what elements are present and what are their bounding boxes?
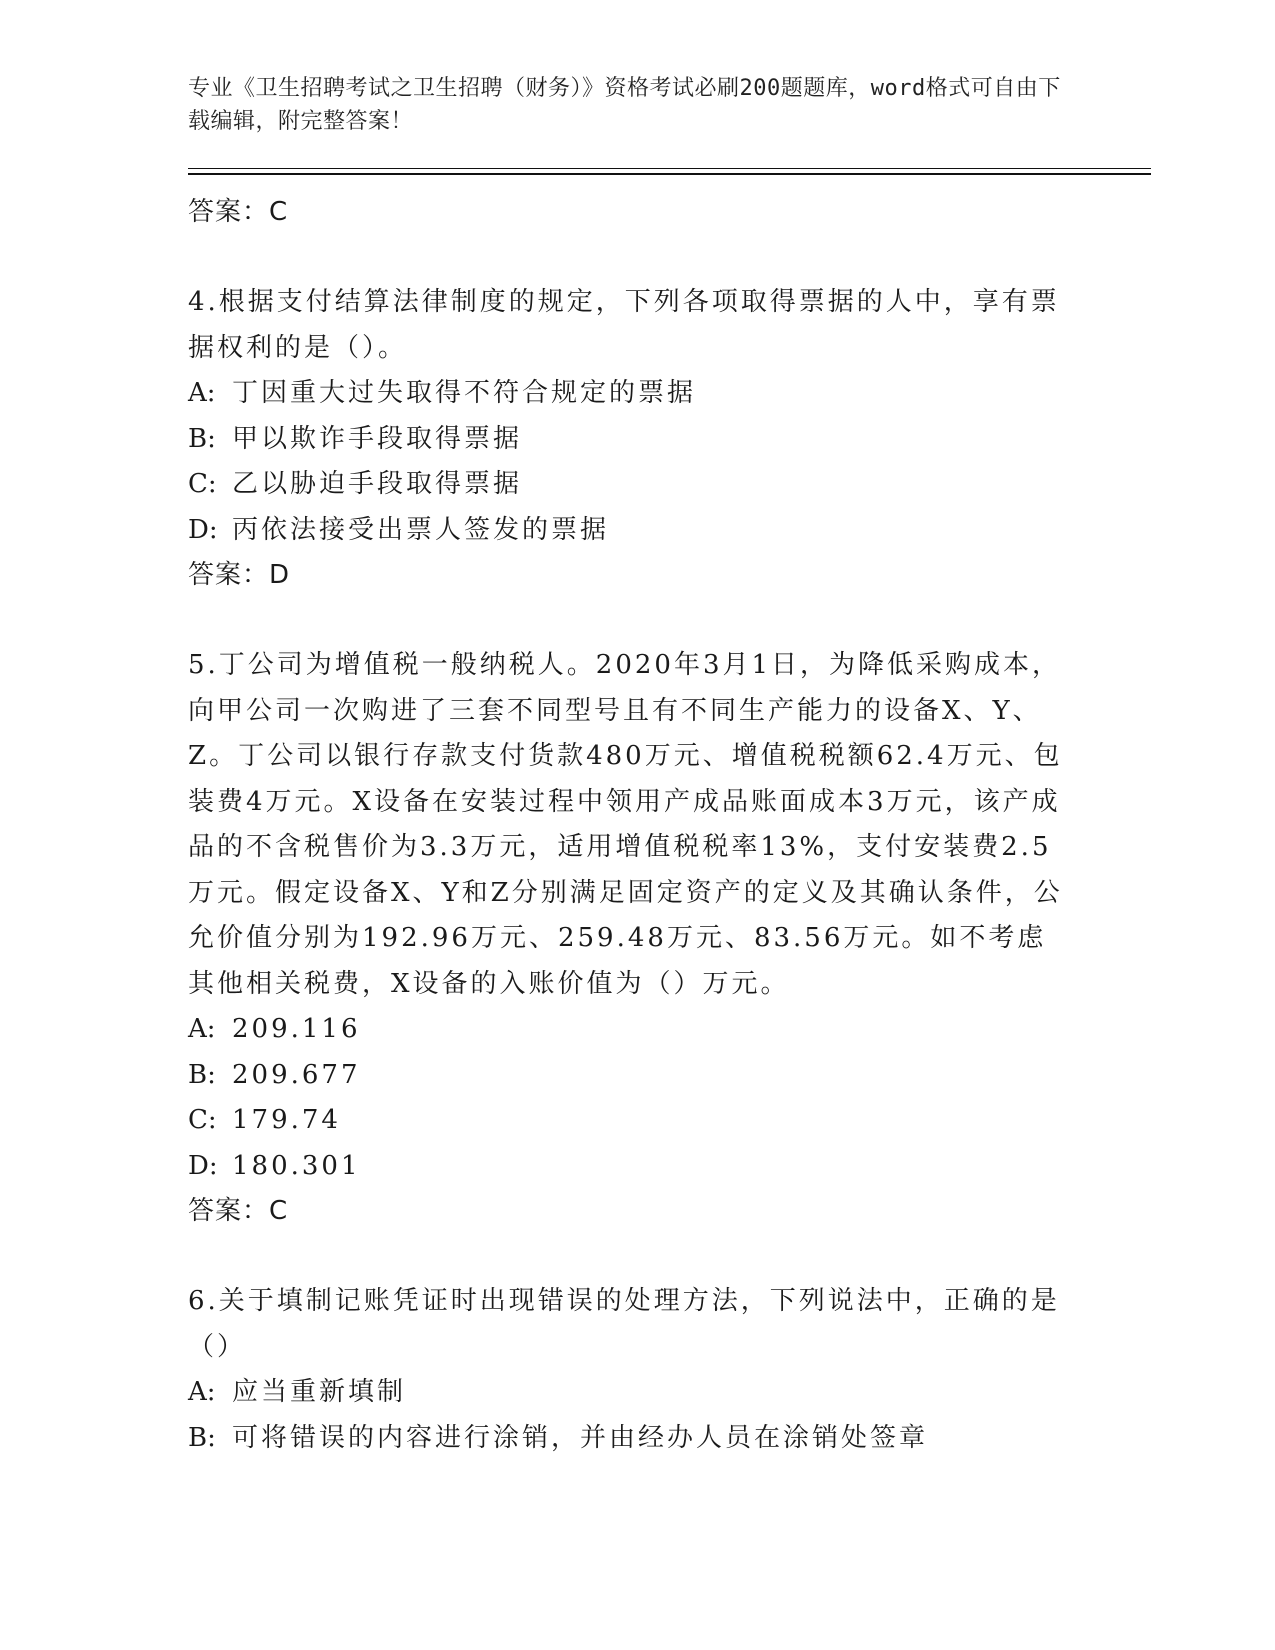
question-6	[188, 1279, 1088, 1461]
option-label: A:	[188, 378, 216, 408]
answer-q4: 答案：D	[188, 560, 291, 590]
header-divider-top	[188, 168, 1151, 169]
option-b	[188, 1416, 1088, 1462]
option-text: 乙以胁迫手段取得票据	[232, 469, 523, 499]
option-label: B:	[188, 1422, 216, 1453]
answer-q3: 答案：C	[188, 197, 289, 227]
option-text: 209.116	[232, 1014, 361, 1044]
question-list	[188, 190, 1088, 1461]
option-text: 可将错误的内容进行涂销，并由经办人员在涂销处签章	[232, 1422, 929, 1453]
option-text: 180.301	[232, 1150, 361, 1181]
question-text: 4.根据支付结算法律制度的规定，下列各项取得票据的人中，享有票据权利的是（）。	[188, 287, 1060, 363]
question-5	[188, 643, 1088, 1233]
option-c	[188, 1098, 1088, 1144]
option-text: 丁因重大过失取得不符合规定的票据	[232, 378, 697, 408]
option-label: C:	[188, 1105, 217, 1135]
option-b	[188, 1053, 1088, 1099]
option-label: A:	[188, 1377, 216, 1407]
option-label: C:	[188, 469, 217, 499]
option-a	[188, 1007, 1088, 1053]
question-4	[188, 280, 1088, 597]
option-label: D:	[188, 514, 218, 545]
option-label: B:	[188, 423, 216, 454]
option-d	[188, 1144, 1088, 1190]
option-b	[188, 417, 1088, 463]
option-c	[188, 462, 1088, 508]
document-header: 专业《卫生招聘考试之卫生招聘（财务）》资格考试必刷200题题库，word格式可自由下载编辑，附完整答案！	[188, 76, 1061, 134]
option-label: B:	[188, 1059, 216, 1090]
option-d	[188, 508, 1088, 554]
option-text: 179.74	[232, 1105, 341, 1135]
answer-q5: 答案：C	[188, 1196, 289, 1226]
option-text: 甲以欺诈手段取得票据	[232, 423, 523, 454]
option-label: D:	[188, 1150, 218, 1181]
question-text: 5.丁公司为增值税一般纳税人。2020年3月1日，为降低采购成本，向甲公司一次购进了三套不同型号且有不同生产能力的设备X、Y、Z。丁公司以银行存款支付货款480万元、增值税税额62.4万元、包装费4万元。X设备在安装过程中领用产成品账面成本3万元，该产成品的不含税售价为3.3万元，适用增值税税率13%，支付安装费2.5万元。假定设备X、Y和Z分别满足固定资产的定义及其确认条件，公允价值分别为192.96万元、259.48万元、83.56万元。如不考虑其他相关税费，X设备的入账价值为（）万元。	[188, 650, 1063, 999]
question-text: 6.关于填制记账凭证时出现错误的处理方法，下列说法中，正确的是（）	[188, 1286, 1060, 1362]
option-text: 209.677	[232, 1059, 361, 1090]
option-text: 丙依法接受出票人签发的票据	[232, 514, 610, 545]
option-text: 应当重新填制	[232, 1377, 407, 1407]
option-a	[188, 1370, 1088, 1416]
header-divider-bottom	[188, 173, 1151, 175]
option-label: A:	[188, 1014, 216, 1044]
option-a	[188, 371, 1088, 417]
